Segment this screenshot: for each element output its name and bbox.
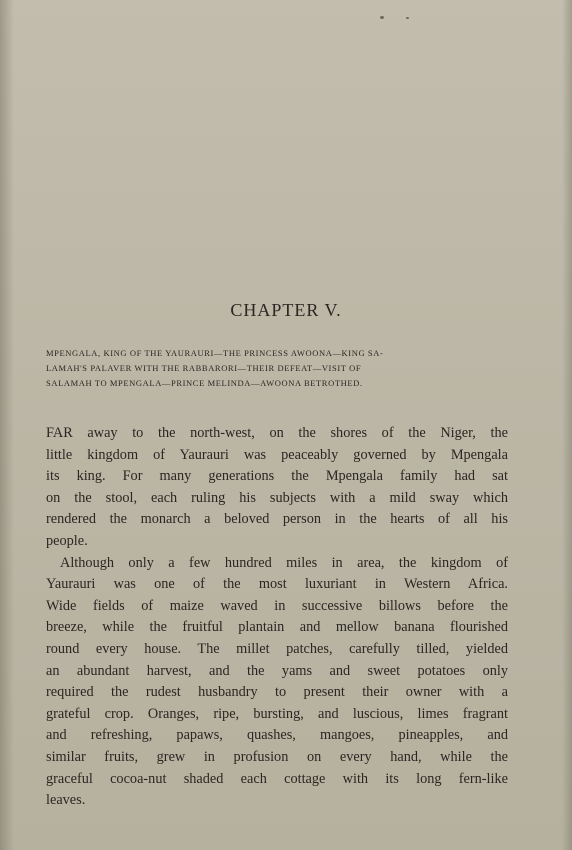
paper-speck — [406, 17, 409, 19]
text-line: graceful cocoa-nut shaded each cottage with its long fern-like — [46, 770, 508, 787]
text-line: required the rudest husbandry to present their owner with a — [46, 684, 508, 701]
text-line: an abundant harvest, and the yams and sweet potatoes only — [46, 662, 508, 679]
chapter-summary — [46, 346, 508, 391]
text-line: grateful crop. Oranges, ripe, bursting, and luscious, limes fragrant — [46, 705, 508, 722]
text-line: little kingdom of Yaurauri was peaceably governed by Mpengala — [46, 446, 508, 463]
text-line: Yaurauri was one of the most luxuriant in Western Africa. — [46, 576, 508, 593]
text-line: and refreshing, papaws, quashes, mangoes, pineapples, and — [46, 727, 508, 744]
chapter-title: CHAPTER V. — [230, 300, 342, 320]
text-line: similar fruits, grew in profusion on every hand, while the — [46, 748, 508, 765]
page-edge-shadow — [562, 0, 572, 850]
summary-line: SALAMAH TO MPENGALA—PRINCE MELINDA—AWOONA BETROTHED. — [46, 378, 363, 388]
text-line: on the stool, each ruling his subjects with a mild sway which — [46, 489, 508, 506]
paragraph-1 — [46, 423, 508, 553]
page-gutter-shadow — [0, 0, 14, 850]
text-line: FAR away to the north-west, on the shores of the Niger, the — [46, 425, 508, 441]
text-line: leaves. — [46, 792, 86, 809]
text-line: round every house. The millet patches, carefully tilled, yielded — [46, 640, 508, 657]
chapter-body — [46, 423, 508, 812]
text-line: people. — [46, 532, 88, 549]
paragraph-2 — [46, 553, 508, 812]
paper-speck — [380, 16, 384, 19]
summary-line: MPENGALA, KING OF THE YAURAURI—THE PRINCESS AWOONA—KING SA- — [46, 348, 384, 358]
text-line: its king. For many generations the Mpengala family had sat — [46, 468, 508, 485]
summary-line: LAMAH'S PALAVER WITH THE RABBARORI—THEIR DEFEAT—VISIT OF — [46, 363, 362, 373]
text-line: Although only a few hundred miles in area, the kingdom of — [60, 554, 508, 571]
text-line: rendered the monarch a beloved person in the hearts of all his — [46, 511, 508, 528]
text-line: Wide fields of maize waved in successive billows before the — [46, 597, 508, 614]
text-line: breeze, while the fruitful plantain and mellow banana flourished — [46, 619, 508, 636]
